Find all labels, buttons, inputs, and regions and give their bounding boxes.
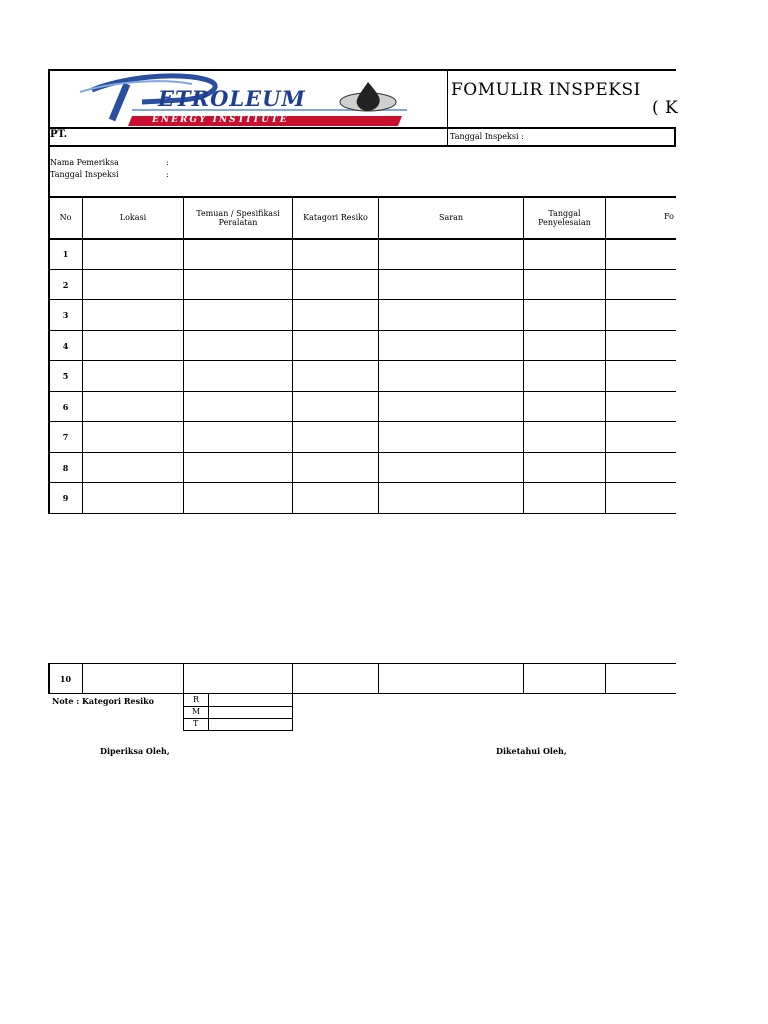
col-header-no: No	[59, 213, 72, 222]
row-number: 10	[59, 673, 72, 684]
risk-level-m: M	[192, 707, 201, 716]
row-line	[48, 421, 676, 422]
risk-level-t: T	[193, 719, 199, 728]
col-header-saran: Saran	[439, 213, 463, 222]
row-number: 2	[62, 279, 69, 290]
col-header-lokasi: Lokasi	[119, 213, 147, 222]
row-line	[48, 360, 676, 361]
row-number: 8	[62, 462, 69, 473]
legend-line	[183, 718, 293, 719]
col-header-temuan: Temuan / Spesifikasi Peralatan	[196, 208, 280, 227]
form-title-suffix: ( K	[652, 98, 679, 118]
col-line	[82, 663, 83, 694]
inspection-date-label: Tanggal Inspeksi	[50, 170, 119, 179]
row-number: 7	[62, 432, 69, 442]
row-number: 4	[62, 340, 69, 351]
col-header-foto: Fo	[664, 212, 674, 221]
row-line	[48, 693, 676, 694]
legend-line	[183, 730, 293, 731]
risk-level-r: R	[193, 695, 200, 704]
col-line	[292, 196, 293, 514]
acknowledged-by-label: Diketahui Oleh,	[496, 746, 567, 756]
form-title: FOMULIR INSPEKSI	[451, 80, 641, 100]
col-line	[183, 196, 184, 514]
row-number: 3	[62, 310, 69, 320]
row-line	[48, 269, 676, 270]
row-line	[48, 663, 676, 664]
col-header-tanggal: Tanggal Penyelesaian	[538, 208, 591, 227]
header-row-border-2	[48, 145, 676, 147]
col-line	[378, 663, 379, 694]
row-number: 9	[62, 493, 69, 503]
header-row-border	[48, 127, 676, 129]
col-line	[523, 196, 524, 514]
row-line	[48, 452, 676, 453]
col-header-katagori: Katagori Resiko	[303, 213, 368, 222]
header-divider	[447, 69, 448, 146]
inspection-date-colon: :	[166, 170, 169, 179]
row-line	[48, 482, 676, 483]
row-line	[48, 391, 676, 392]
logo-text-main: ETROLEUM	[158, 86, 306, 111]
row-line	[48, 330, 676, 331]
row-line	[48, 513, 676, 514]
col-line	[292, 663, 293, 694]
col-line	[605, 663, 606, 694]
col-line	[523, 663, 524, 694]
row-line	[48, 299, 676, 300]
col-line	[378, 196, 379, 514]
header-inspection-date-label: Tanggal Inspeksi :	[450, 132, 524, 141]
legend-line	[292, 694, 293, 731]
inspector-name-colon: :	[166, 158, 169, 167]
row-number: 1	[62, 249, 69, 259]
petroleum-logo	[72, 72, 412, 126]
col-line	[183, 663, 184, 694]
company-label: PT.	[50, 129, 68, 140]
table-header-border	[48, 238, 676, 240]
legend-line	[183, 694, 184, 731]
row-number: 5	[62, 371, 69, 381]
header-top-border	[48, 69, 676, 71]
col-line	[82, 196, 83, 514]
checked-by-label: Diperiksa Oleh,	[100, 746, 170, 756]
logo-text-sub: ENERGY INSTITUTE	[152, 115, 289, 125]
risk-note-label: Note : Kategori Resiko	[52, 696, 155, 706]
row-number: 6	[62, 401, 69, 412]
col-line	[605, 196, 606, 514]
inspector-name-label: Nama Pemeriksa	[50, 158, 119, 167]
header-right-border	[674, 127, 676, 146]
legend-line	[208, 694, 209, 731]
